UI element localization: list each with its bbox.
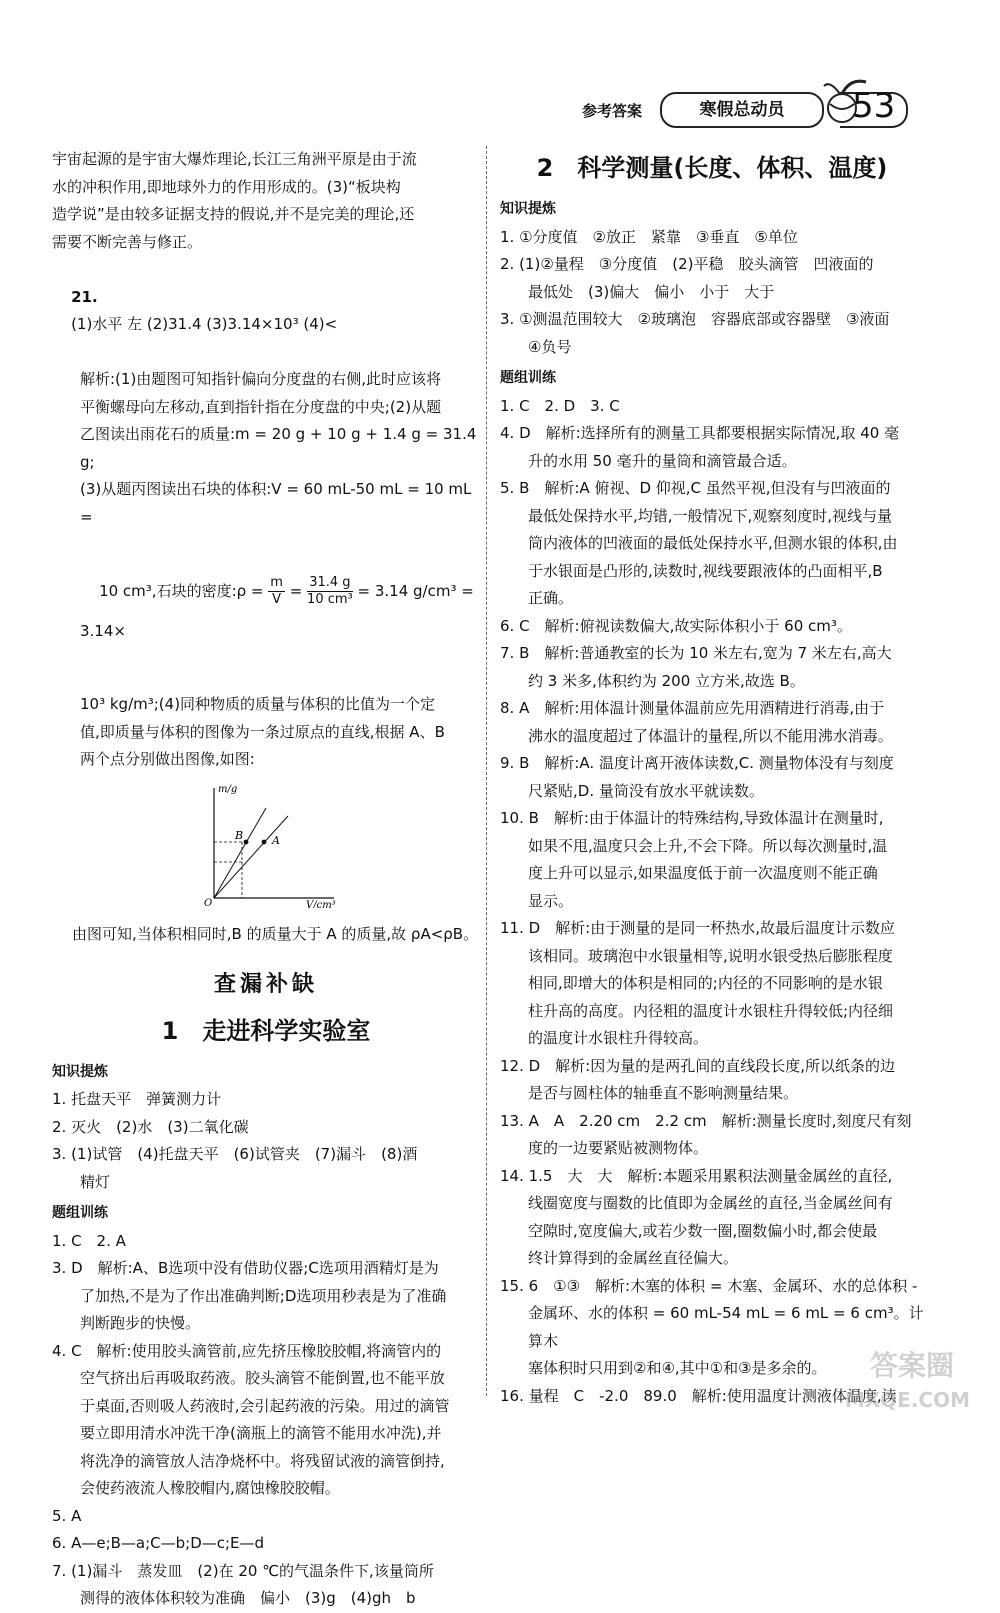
training-item: 3. D 解析:A、B选项中没有借助仪器;C选项用酒精灯是为 <box>52 1259 439 1277</box>
denominator: V <box>272 592 282 607</box>
training-item: 将洗净的滴管放人洁净烧杯中。将残留试液的滴管倒持, <box>80 1451 445 1470</box>
watermark-logo-text: 答案圈 <box>869 1349 954 1382</box>
training-item: 测得的液体体积较为准确 偏小 (3)g (4)gh b <box>80 1589 416 1607</box>
subheading-knowledge: 知识提炼 <box>52 1063 108 1080</box>
training-item: 柱升高的高度。内径粗的温度计水银柱升得较低;内径细 <box>528 1001 894 1020</box>
line-a <box>214 816 288 898</box>
numerator: m <box>270 575 283 590</box>
training-item: 4. C 解析:使用胶头滴管前,应先挤压橡胶胶帽,将滴管内的 <box>52 1341 442 1360</box>
training-item: 1. C 2. D 3. C <box>500 396 620 415</box>
x-axis-label: V/cm³ <box>306 899 336 908</box>
training-item: 金属环、水的体积 = 60 mL-54 mL = 6 mL = 6 cm³。计算木 <box>528 1304 924 1350</box>
training-item: 升的水用 50 毫升的量筒和滴管最合适。 <box>528 451 797 470</box>
training-item: 9. B 解析:A. 温度计离开液体读数,C. 测量物体没有与刻度 <box>500 754 894 772</box>
q21-line: 乙图读出雨花石的质量:m = 20 g + 10 g + 1.4 g = 31.4 g; <box>80 425 482 471</box>
training-item: 10. B 解析:由于体温计的特殊结构,导致体温计在测量时, <box>500 809 884 827</box>
section-2-title: 2 科学测量(长度、体积、温度) <box>536 154 888 182</box>
training-item: 13. A A 2.20 cm 2.2 cm 解析:测量长度时,刻度尺有刻 <box>500 1111 912 1130</box>
training-item: 4. D 解析:选择所有的测量工具都要根据实际情况,取 40 毫 <box>500 424 900 442</box>
formula-mid: = <box>284 582 308 600</box>
left-column <box>52 146 480 1613</box>
training-item: 6. A—e;B—a;C—b;D—c;E—d <box>52 1534 265 1552</box>
right-column <box>500 146 924 1410</box>
fraction-m-over-v <box>268 575 285 608</box>
training-item: 度上升可以显示,如果温度低于前一次温度则不能正确 <box>528 864 878 882</box>
training-item: 7. (1)漏斗 蒸发皿 (2)在 20 ℃的气温条件下,该量筒所 <box>52 1561 434 1580</box>
knowledge-item: 3. (1)试管 (4)托盘天平 (6)试管夹 (7)漏斗 (8)酒 <box>52 1145 418 1163</box>
training-item: 该相同。玻璃泡中水银量相等,说明水银受热后膨胀程度 <box>528 946 893 965</box>
page-header <box>582 86 912 126</box>
training-item: 判断跑步的快慢。 <box>80 1314 201 1332</box>
training-item: 15. 6 ①③ 解析:木塞的体积 = 木塞、金属环、水的总体积 - <box>500 1276 918 1295</box>
section-1-title: 1 走进科学实验室 <box>161 1016 371 1045</box>
training-item: 约 3 米多,体积约为 200 立方米,故选 B。 <box>528 671 805 690</box>
training-item: 终计算得到的金属丝直径偏大。 <box>528 1249 739 1267</box>
q21-line: 10³ kg/m³;(4)同种物质的质量与体积的比值为一个定 <box>80 695 436 713</box>
header-label: 参考答案 <box>582 102 643 120</box>
mass-volume-graph <box>202 778 342 908</box>
training-item: 6. C 解析:俯视读数偏大,故实际体积小于 60 cm³。 <box>500 616 852 635</box>
page-number: 53 <box>852 86 896 126</box>
q21-conclusion: 由图可知,当体积相同时,B 的质量大于 A 的质量,故 ρA<ρB。 <box>72 925 479 943</box>
q21-line: (3)从题丙图读出石块的体积:V = 60 mL-50 mL = 10 mL = <box>80 480 477 526</box>
training-item: 8. A 解析:用体温计测量体温前应先用酒精进行消毒,由于 <box>500 699 885 717</box>
knowledge-item: 精灯 <box>80 1172 111 1191</box>
section-heading: 查漏补缺 <box>213 971 318 997</box>
training-item: 于水银面是凸形的,读数时,视线要跟液体的凸面相平,B <box>528 561 883 580</box>
numerator: 31.4 g <box>307 575 353 592</box>
training-item: 正确。 <box>528 589 574 607</box>
point-a <box>262 839 267 844</box>
training-item: 了加热,不是为了作出准确判断;D选项用秒表是为了准确 <box>80 1286 447 1305</box>
training-item: 7. B 解析:普通教室的长为 10 米左右,宽为 7 米左右,高大 <box>500 644 892 662</box>
point-b-label: B <box>235 828 244 842</box>
q21-density-formula <box>52 531 480 691</box>
training-item: 如果不甩,温度只会上升,不会下降。所以每次测量时,温 <box>528 836 888 855</box>
header-title: 寒假总动员 <box>660 92 824 128</box>
training-item: 最低处保持水平,均错,一般情况下,观察刻度时,视线与量 <box>528 506 893 525</box>
training-item: 度的一边要紧贴被测物体。 <box>528 1139 709 1157</box>
intro-line: 宇宙起源的是宇宙大爆炸理论,长江三角洲平原是由于流 <box>52 150 417 168</box>
line-b <box>214 808 266 898</box>
knowledge-item: 3. ①测温范围较大 ②玻璃泡 容器底部或容器壁 ③液面 <box>500 310 890 328</box>
intro-line: 需要不断完善与修正。 <box>52 232 203 251</box>
q21-line: 解析:(1)由题图可知指针偏向分度盘的右侧,此时应该将 <box>80 370 442 388</box>
subheading-knowledge: 知识提炼 <box>500 201 556 217</box>
denominator: 10 cm³ <box>307 592 353 607</box>
column-divider <box>486 146 487 1396</box>
training-item: 要立即用清水冲洗干净(滴瓶上的滴管不能用水冲洗),并 <box>80 1424 442 1442</box>
formula-post: = 3.14 g/cm³ = 3.14× <box>80 582 479 640</box>
training-item: 5. A <box>52 1506 82 1525</box>
q21-answer-text: (1)水平 左 (2)31.4 (3)3.14×10³ (4)< <box>71 315 338 333</box>
knowledge-item: 2. (1)②量程 ③分度值 (2)平稳 胶头滴管 凹液面的 <box>500 255 874 273</box>
formula-pre: 10 cm³,石块的密度:ρ = <box>99 582 269 600</box>
training-item: 的温度计水银柱升得较高。 <box>528 1029 709 1047</box>
training-item: 5. B 解析:A 俯视、D 仰视,C 虽然平视,但没有与凹液面的 <box>500 479 891 497</box>
training-item: 空隙时,宽度偏大,或若少数一圈,圈数偏小时,都会使最 <box>528 1221 878 1240</box>
training-item: 12. D 解析:因为量的是两孔间的直线段长度,所以纸条的边 <box>500 1056 895 1075</box>
training-item: 空气挤出后再吸取药液。胶头滴管不能倒置,也不能平放 <box>80 1369 445 1387</box>
subheading-training: 题组训练 <box>52 1205 108 1221</box>
training-item: 14. 1.5 大 大 解析:本题采用累积法测量金属丝的直径, <box>500 1166 893 1185</box>
intro-line: 水的冲积作用,即地球外力的作用形成的。(3)“板块构 <box>52 177 401 196</box>
subheading-training: 题组训练 <box>500 370 556 386</box>
knowledge-item: 2. 灭火 (2)水 (3)二氧化碳 <box>52 1117 249 1136</box>
knowledge-item: 最低处 (3)偏大 偏小 小于 大于 <box>528 282 775 301</box>
knowledge-item: ④负号 <box>528 337 572 356</box>
training-item: 11. D 解析:由于测量的是同一杯热水,故最后温度计示数应 <box>500 919 895 937</box>
knowledge-item: 1. ①分度值 ②放正 紧靠 ③垂直 ⑤单位 <box>500 227 798 246</box>
training-item: 筒内液体的凹液面的最低处保持水平,但测水银的体积,由 <box>528 534 898 552</box>
training-item: 16. 量程 C -2.0 89.0 解析:使用温度计测液体温度,读 <box>500 1386 897 1405</box>
watermark-url: MXQE.COM <box>844 1388 970 1412</box>
training-item: 相同,即增大的体积是相同的;内径的不同影响的是水银 <box>528 974 883 992</box>
training-item: 尺紧贴,D. 量筒没有放水平就读数。 <box>528 781 764 800</box>
training-item: 是否与圆柱体的轴垂直不影响测量结果。 <box>528 1084 799 1102</box>
point-a-label: A <box>272 833 280 847</box>
training-item: 于桌面,否则吸人药液时,会引起药液的污染。用过的滴管 <box>80 1396 450 1415</box>
q21-answer <box>52 256 480 366</box>
knowledge-item: 1. 托盘天平 弹簧测力计 <box>52 1090 222 1108</box>
training-item: 显示。 <box>528 891 574 910</box>
y-axis-label: m/g <box>218 783 238 795</box>
fraction-values <box>307 575 353 608</box>
intro-line: 造学说”是由较多证据支持的假说,并不是完美的理论,还 <box>52 205 415 223</box>
training-item: 沸水的温度超过了体温计的量程,所以不能用沸水消毒。 <box>528 726 893 745</box>
training-item: 1. C 2. A <box>52 1231 126 1250</box>
training-item: 塞体积时只用到②和④,其中①和③是多余的。 <box>528 1359 827 1377</box>
q21-line: 值,即质量与体积的图像为一条过原点的直线,根据 A、B <box>80 722 445 741</box>
training-item: 会使药液流人橡胶帽内,腐蚀橡胶胶帽。 <box>80 1479 340 1497</box>
q21-line: 平衡螺母向左移动,直到指针指在分度盘的中央;(2)从题 <box>80 397 442 416</box>
q21-line: 两个点分别做出图像,如图: <box>80 750 255 768</box>
q21-number: 21. <box>71 287 98 306</box>
training-item: 线圈宽度与圈数的比值即为金属丝的直径,当金属丝间有 <box>528 1194 893 1212</box>
origin-label: O <box>204 897 213 908</box>
